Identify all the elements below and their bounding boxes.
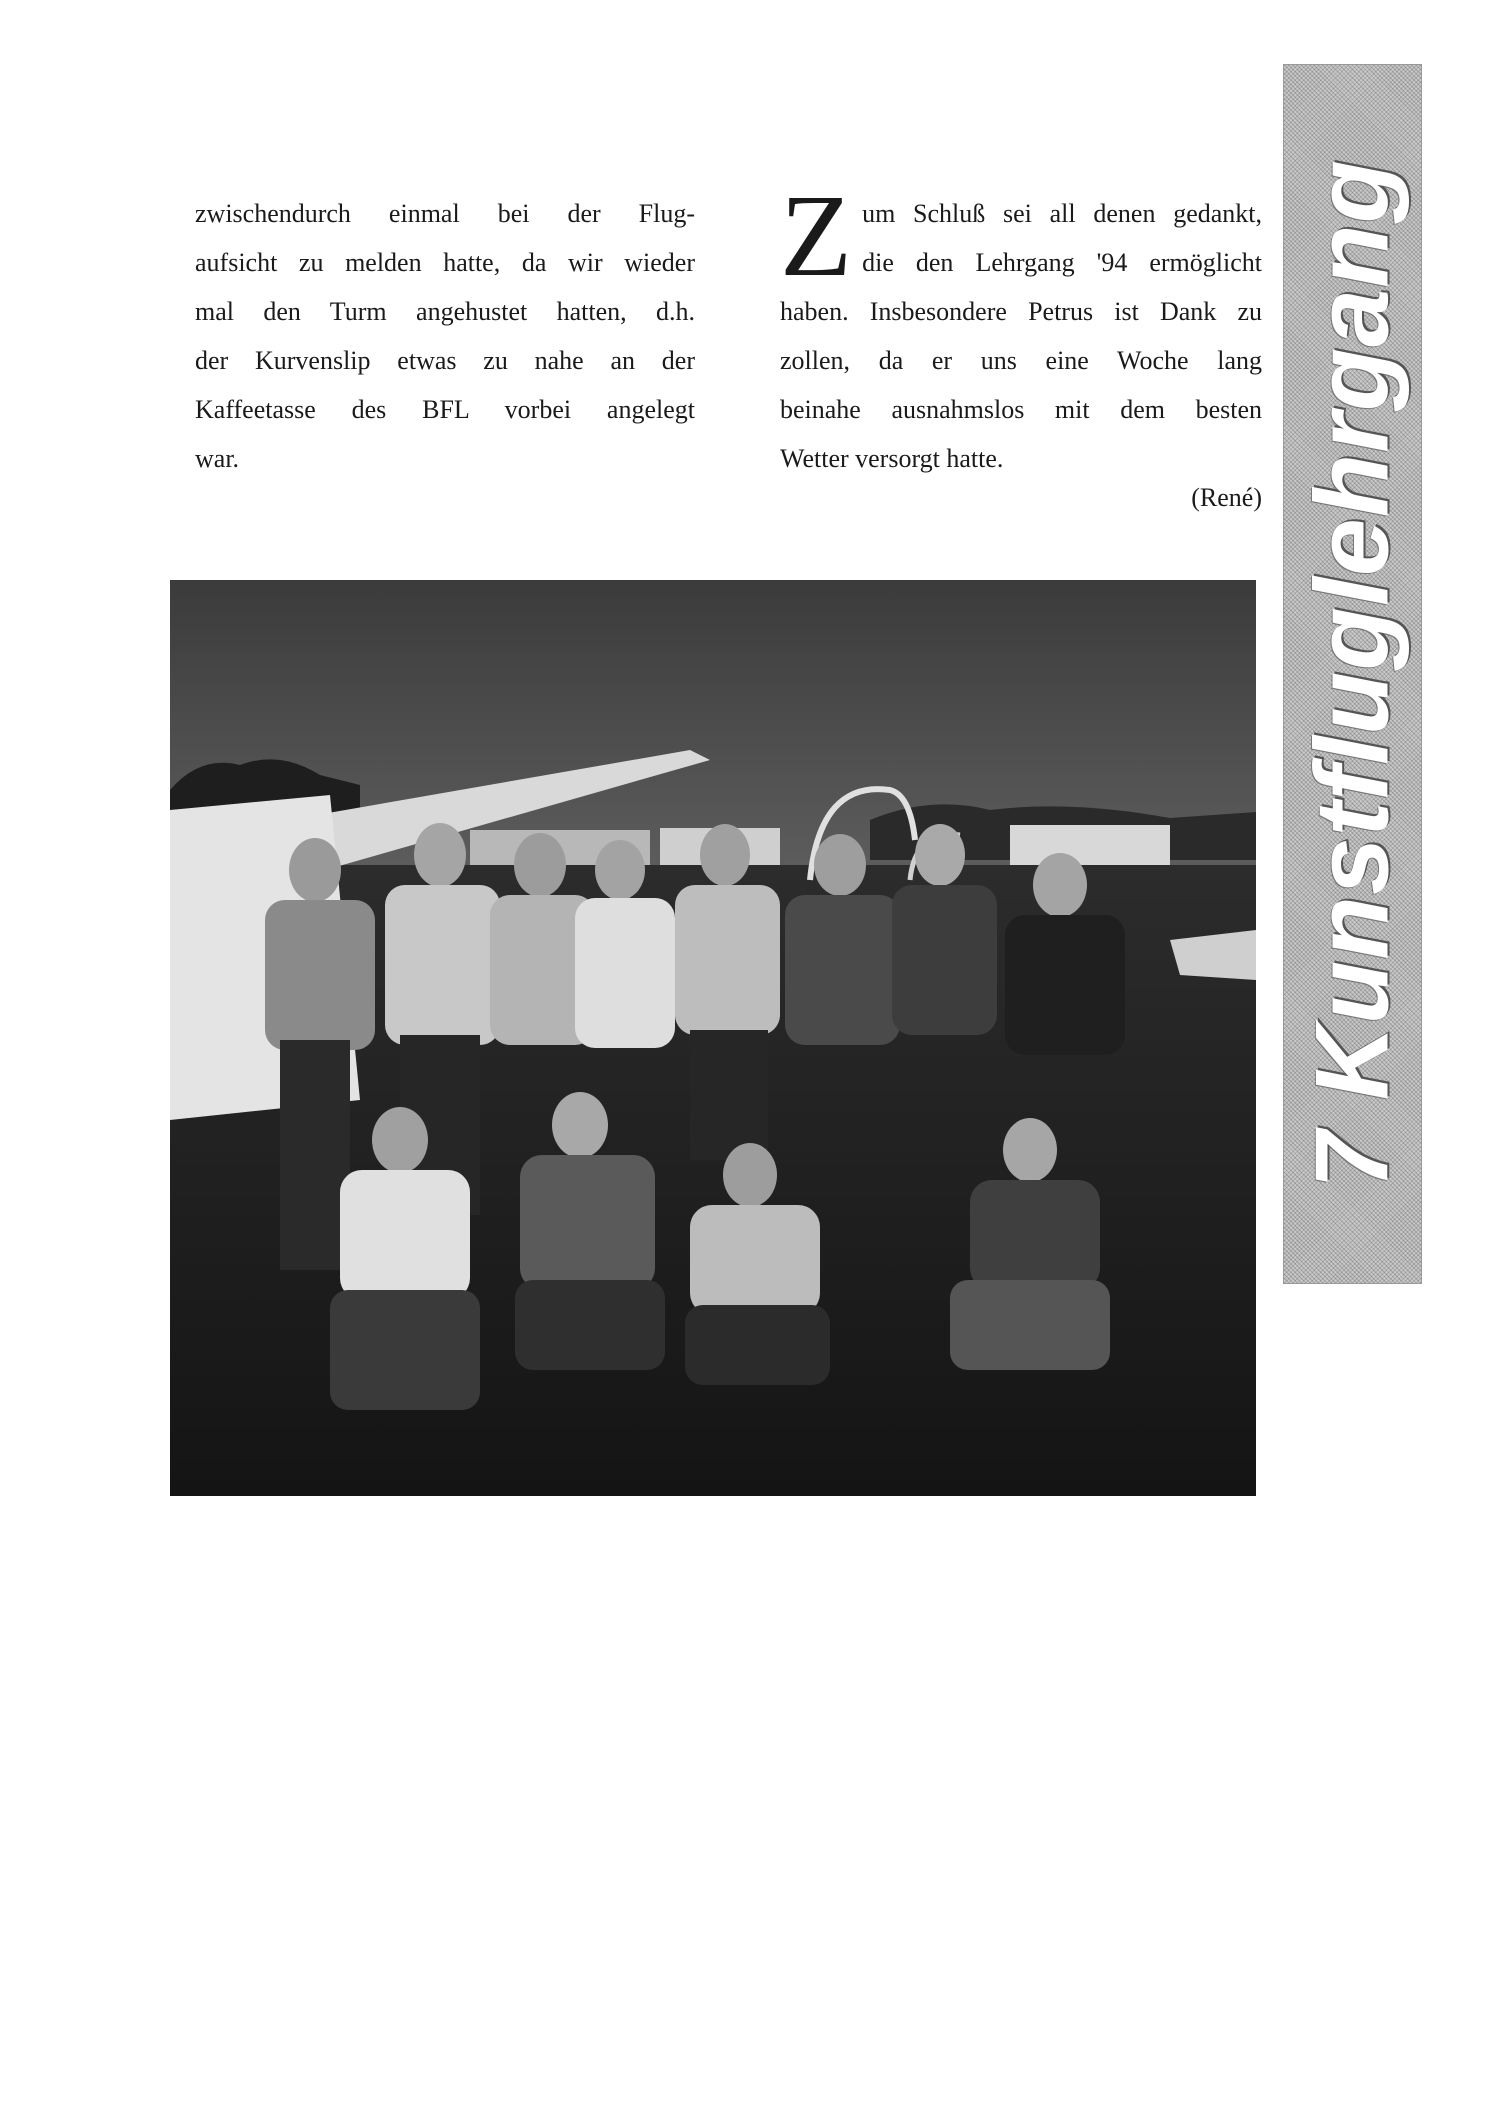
text-line: Kaffeetasse des BFL vorbei angelegt: [195, 395, 695, 424]
group-photo-illustration: [170, 580, 1256, 1496]
text-line: die den Lehrgang '94 ermöglicht: [862, 248, 1262, 277]
chapter-side-tab: [1283, 64, 1422, 1284]
author-signature: (René): [1191, 483, 1262, 512]
text-line: zollen, da er uns eine Woche lang: [780, 346, 1262, 375]
drop-cap: Z: [780, 170, 853, 301]
text-line: zwischendurch einmal bei der Flug-: [195, 199, 695, 228]
chapter-title: 7 Kunstfluglehrgang: [1294, 158, 1410, 1190]
text-line: war.: [195, 444, 240, 473]
group-photo: [170, 580, 1256, 1496]
text-line: Wetter versorgt hatte.: [780, 444, 1004, 473]
text-line: aufsicht zu melden hatte, da wir wieder: [195, 248, 695, 277]
text-line: mal den Turm angehustet hatten, d.h.: [195, 297, 695, 326]
left-text-column: [195, 189, 695, 483]
text-line: um Schluß sei all denen gedankt,: [862, 199, 1262, 228]
text-line: haben. Insbesondere Petrus ist Dank zu: [780, 297, 1262, 326]
text-line: der Kurvenslip etwas zu nahe an der: [195, 346, 695, 375]
right-text-column: [780, 170, 1262, 483]
text-line: beinahe ausnahmslos mit dem besten: [780, 395, 1262, 424]
